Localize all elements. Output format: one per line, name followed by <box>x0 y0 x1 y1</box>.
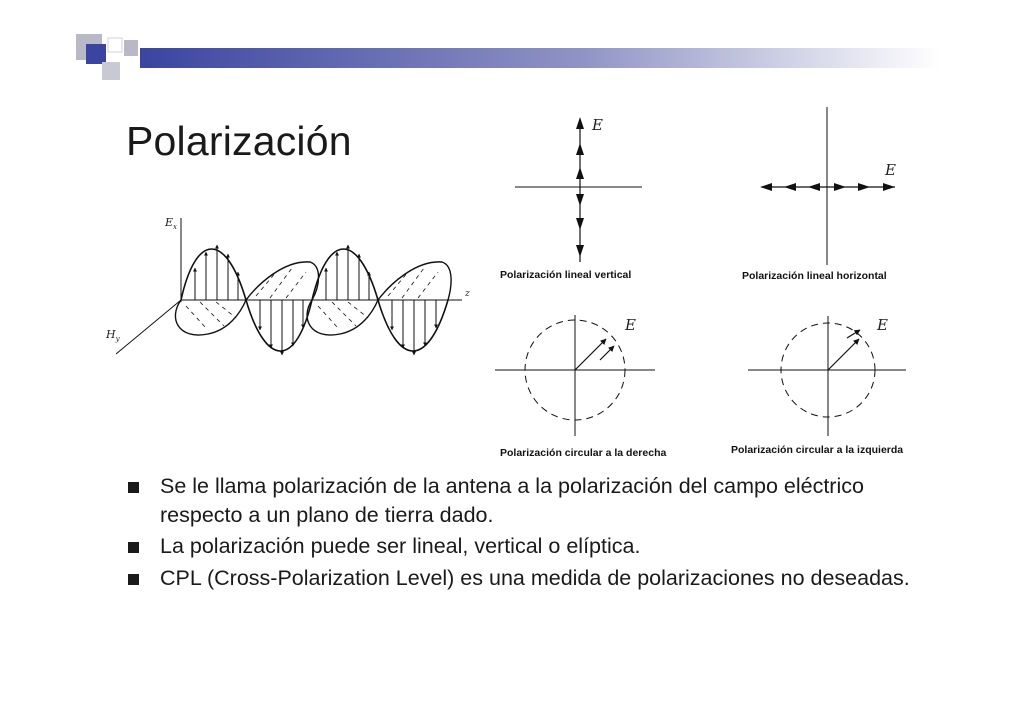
bullet-text: CPL (Cross-Polarization Level) es una medida de polarizaciones no deseadas. <box>160 565 910 590</box>
panel-linear-vertical <box>500 116 642 281</box>
bullet-list <box>120 472 910 595</box>
panel-3-caption: Polarización circular a la derecha <box>500 447 667 459</box>
wave-ex-label: $E_x$ <box>165 216 177 231</box>
bullet-text: Se le llama polarización de la antena a la polarización del campo eléctrico respecto a un plano de tierra dado. <box>160 474 864 527</box>
bullet-item <box>120 532 910 561</box>
panel-circular-right <box>495 315 666 459</box>
panel-1-field-label: E <box>592 116 603 134</box>
bullet-text: La polarización puede ser lineal, vertical o elíptica. <box>160 534 641 558</box>
wave-hy-label: $H_y$ <box>106 328 120 343</box>
panel-linear-horizontal <box>742 107 896 282</box>
square-bullet-icon <box>128 482 139 493</box>
bullet-item <box>120 472 910 529</box>
panel-4-caption: Polarización circular a la izquierda <box>731 444 904 456</box>
square-bullet-icon <box>128 574 139 585</box>
panel-circular-left <box>731 316 906 456</box>
panel-2-field-label: E <box>885 161 896 179</box>
panel-3-field-label: E <box>625 316 636 334</box>
wave-z-label: z <box>465 289 470 299</box>
bullet-item <box>120 564 910 593</box>
panel-2-caption: Polarización lineal horizontal <box>742 270 887 282</box>
panel-1-caption: Polarización lineal vertical <box>500 269 632 281</box>
panel-4-field-label: E <box>877 316 888 334</box>
page-title: Polarización <box>126 118 352 164</box>
square-bullet-icon <box>128 542 139 553</box>
em-wave-diagram <box>105 216 470 355</box>
wave-hy-axis <box>116 300 181 354</box>
